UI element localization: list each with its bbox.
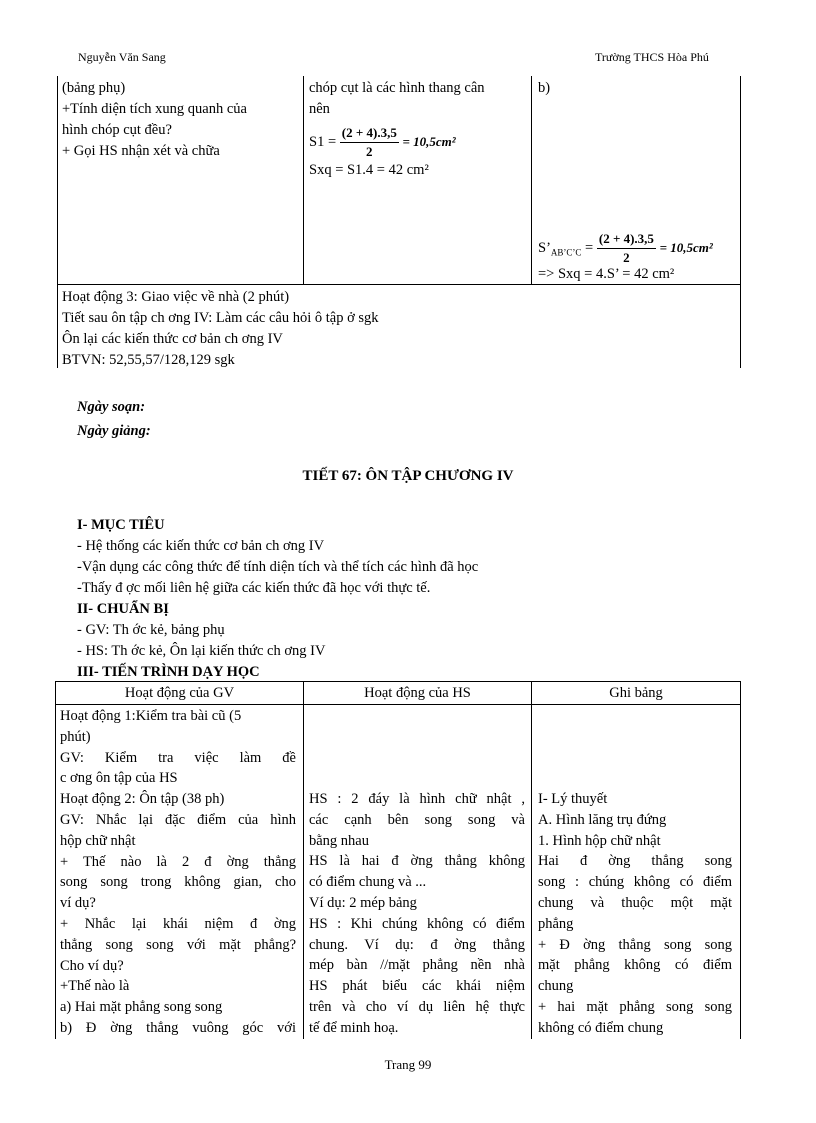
s-prime-denominator: 2 [623,250,630,265]
cell-line: I- Lý thuyết [538,791,608,807]
top-col1-line: +Tính diện tích xung quanh của [62,101,247,117]
top-footer-line: BTVN: 52,55,57/128,129 sgk [62,352,235,368]
top-col2-line: nên [309,101,330,117]
cell-line: mặt phẳng không có điểm [538,957,732,974]
top-table-divider-2 [531,76,532,284]
s-prime-numerator: (2 + 4).3,5 [597,230,656,249]
cell-line: + Nhắc lại khái niệm đ ờng [60,916,296,932]
cell-line: chung. Ví dụ: đ ờng thẳng [309,936,525,953]
cell-line: trên và cho ví dụ liên hệ thực [309,999,525,1015]
cell-line: Cho ví dụ? [60,957,124,974]
chuan-bi-item: - HS: Th ớc kẻ, Ôn lại kiến thức ch ơng IV [77,643,326,659]
top-col1-line: (bảng phụ) [62,80,126,96]
cell-line: các cạnh bên song song và [309,811,525,828]
top-col1-line: + Gọi HS nhận xét và chữa [62,143,220,159]
cell-line: tế để minh hoạ. [309,1019,399,1036]
main-table-top-border [55,681,741,682]
top-table-left-border [57,76,58,368]
cell-line: HS : Khi chúng không có điểm [309,915,525,932]
muc-tieu-item: - Hệ thống các kiến thức cơ bản ch ơng IV [77,538,325,554]
col-header-gv: Hoạt động của GV [124,685,235,701]
cell-line: A. Hình lăng trụ đứng [538,811,667,828]
cell-line: mép bàn //mặt phẳng nền nhà [309,957,525,974]
top-table-row-border [57,284,741,285]
formula-s1 [309,124,456,161]
cell-line: + Thế nào là 2 đ ờng thẳng [60,853,296,870]
cell-line: b) Đ ờng thẳng vuông góc với [60,1020,296,1036]
cell-line: song : chúng không có điểm [538,874,732,891]
s1-fraction [340,124,399,161]
cell-line: +Thế nào là [60,978,130,995]
section-tien-trinh: III- TIẾN TRÌNH DẠY HỌC [77,664,260,680]
cell-line: không có điểm chung [538,1019,664,1036]
top-footer-line: Tiết sau ôn tập ch ơng IV: Làm các câu hỏi ô tập ở sgk [62,310,379,326]
col3-b: b) [538,80,551,96]
top-table-divider-1 [303,76,304,284]
formula-s-prime [538,230,713,267]
cell-line: phẳng [538,915,574,932]
cell-line: + hai mặt phẳng song song [538,999,732,1015]
cell-line: chung và thuộc một mặt [538,895,732,911]
cell-line: bằng nhau [309,832,369,849]
cell-line: Hoạt động 1:Kiểm tra bài cũ (5 [60,708,242,724]
cell-line: HS phát biểu các khái niệm [309,978,525,995]
s1-denominator: 2 [366,144,373,159]
cell-line: song song trong không gian, cho [60,874,296,891]
chuan-bi-item: - GV: Th ớc kẻ, bảng phụ [77,622,225,638]
cell-line: + Đ ờng thẳng song song [538,936,732,953]
main-table-left-border [55,681,56,1039]
main-table-divider-1 [303,681,304,1039]
cell-line: ví dụ? [60,895,96,912]
header-school: Trường THCS Hòa Phú [595,50,709,64]
s1-result: = 10,5cm² [402,133,456,149]
cell-line: HS : 2 đáy là hình chữ nhật , [309,791,525,807]
cell-line: chung [538,978,574,995]
top-footer-line: Hoạt động 3: Giao việc về nhà (2 phút) [62,289,290,305]
top-table-right-border [740,76,741,368]
s-prime-label: S’ [538,239,551,256]
lesson-title: TIẾT 67: ÔN TẬP CHƯƠNG IV [302,468,514,484]
col-header-ghi-bang: Ghi bảng [609,685,663,701]
top-col1-line: hình chóp cụt đều? [62,122,172,138]
section-chuan-bi: II- CHUẨN BỊ [77,601,169,617]
s-prime-sub: AB’C’C [550,247,582,258]
s1-label: S1 = [309,133,337,150]
cell-line: Hoạt động 2: Ôn tập (38 ph) [60,791,225,808]
ngay-giang: Ngày giảng: [77,423,151,439]
cell-line: hộp chữ nhật [60,832,136,849]
page-number: Trang 99 [384,1057,432,1072]
s-prime-eq: = [581,239,594,256]
cell-line: GV: Nhắc lại đặc điểm của hình [60,812,296,828]
cell-line: HS là hai đ ờng thẳng không [309,853,525,870]
cell-line: Ví dụ: 2 mép bảng [309,895,417,911]
sxq-line: Sxq = S1.4 = 42 cm² [309,162,429,178]
main-table-divider-2 [531,681,532,1039]
muc-tieu-item: -Vận dụng các công thức để tính diện tích và thể tích các hình đã học [77,559,479,575]
main-table-right-border [740,681,741,1039]
cell-line: có điểm chung và ... [309,874,427,891]
cell-line: c ơng ôn tập của HS [60,770,178,787]
sxq-prime-line: => Sxq = 4.S’ = 42 cm² [538,266,675,282]
cell-line: GV: Kiểm tra việc làm đề [60,749,296,766]
muc-tieu-item: -Thấy đ ợc mối liên hệ giữa các kiến thức đã học với thực tế. [77,580,431,596]
cell-line: 1. Hình hộp chữ nhật [538,832,661,849]
cell-line: phút) [60,728,91,745]
s-prime-fraction [597,230,656,267]
main-table-header-border [55,704,741,705]
header-author: Nguyễn Văn Sang [78,50,166,64]
ngay-soan: Ngày soạn: [77,399,146,415]
col-header-hs: Hoạt động của HS [364,685,471,701]
top-footer-line: Ôn lại các kiến thức cơ bản ch ơng IV [62,331,283,347]
s-prime-result: = 10,5cm² [659,239,713,255]
cell-line: thẳng song song với mặt phẳng? [60,936,296,953]
cell-line: Hai đ ờng thẳng song [538,853,732,870]
cell-line: a) Hai mặt phẳng song song [60,999,223,1016]
s1-numerator: (2 + 4).3,5 [340,124,399,143]
top-col2-line: chóp cụt là các hình thang cân [309,80,485,96]
section-muc-tieu: I- MỤC TIÊU [77,517,165,533]
